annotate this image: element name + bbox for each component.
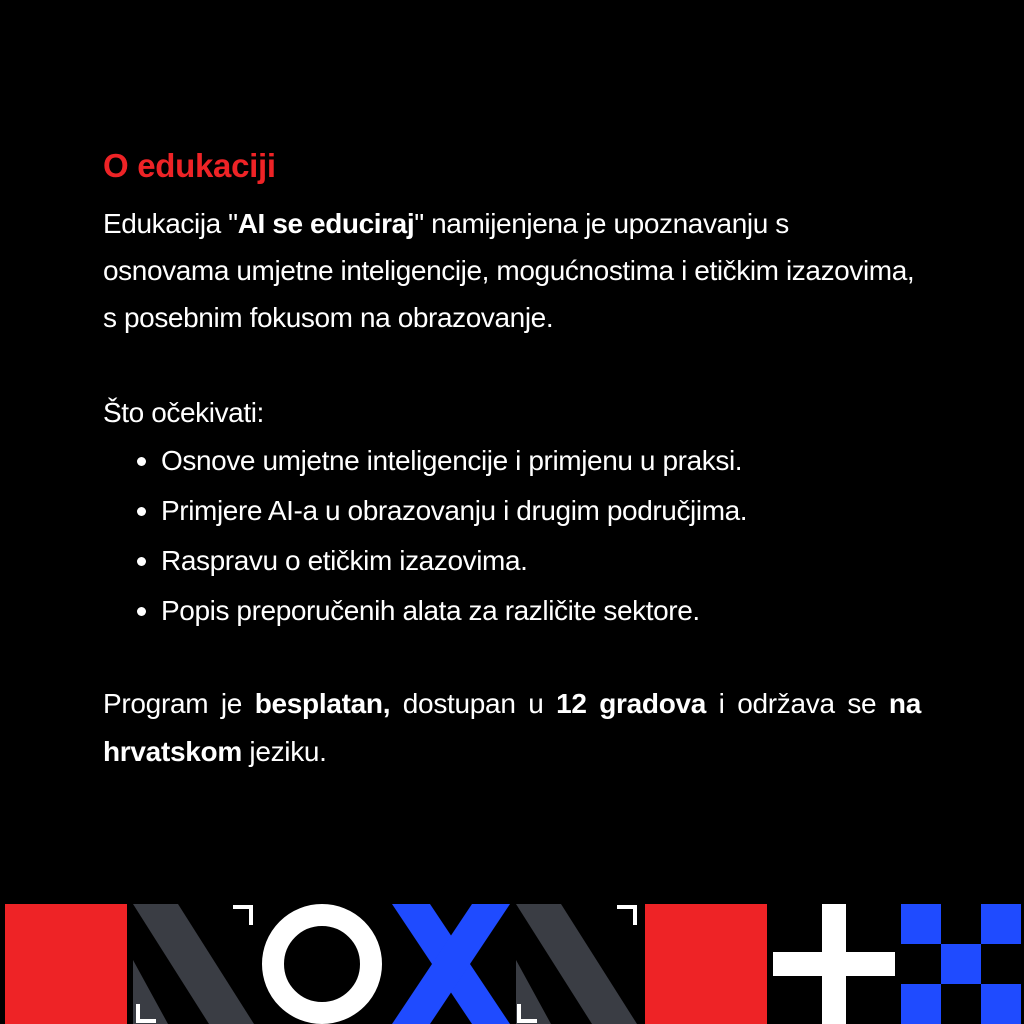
white-ring-shape (273, 915, 371, 1013)
bullet-icon (137, 607, 146, 616)
list-title: Što očekivati: (103, 397, 264, 428)
decorative-pattern-strip (0, 900, 1024, 1024)
intro-bold-title: AI se educiraj (237, 208, 415, 239)
corner-bracket-icon (233, 907, 251, 925)
bullet-icon (137, 557, 146, 566)
corner-bracket-icon (617, 907, 635, 925)
intro-text-2: " namijenjena je upoznavanju s osnovama umjetne inteligencije, mogućnostima i etičkim izazovima, s posebnim fokusom na obrazovanje. (103, 208, 915, 333)
blue-checker-shape (901, 904, 1021, 1024)
list-item (103, 486, 921, 536)
closing-paragraph (103, 680, 921, 776)
list-item-text: Osnove umjetne inteligencije i primjenu u praksi. (161, 445, 743, 476)
closing-text-4: jeziku. (241, 736, 327, 767)
intro-text-1: Edukacija " (103, 208, 238, 239)
closing-text-2: dostupan u (390, 688, 557, 719)
closing-text-1: Program je (103, 688, 255, 719)
expectations-list (103, 436, 921, 636)
white-plus-shape (773, 904, 895, 1024)
intro-paragraph (103, 200, 921, 341)
closing-bold-cities: 12 gradova (556, 688, 707, 719)
list-item (103, 586, 921, 636)
red-square-shape (5, 904, 127, 1024)
section-heading: O edukaciji (103, 147, 276, 184)
list-item-text: Primjere AI-a u obrazovanju i drugim područjima. (161, 495, 748, 526)
closing-bold-free: besplatan, (254, 688, 391, 719)
red-square-shape (645, 904, 767, 1024)
bullet-icon (137, 457, 146, 466)
list-item (103, 436, 921, 486)
blue-x-shape (392, 904, 510, 1024)
main-content (103, 140, 921, 776)
gray-corner-shape (516, 960, 551, 1024)
list-item-text: Raspravu o etičkim izazovima. (161, 545, 528, 576)
list-item (103, 536, 921, 586)
bullet-icon (137, 507, 146, 516)
list-item-text: Popis preporučenih alata za različite sektore. (161, 595, 700, 626)
closing-bold-language: na hrvatskom (103, 688, 921, 767)
closing-text-3: i održava se (706, 688, 889, 719)
